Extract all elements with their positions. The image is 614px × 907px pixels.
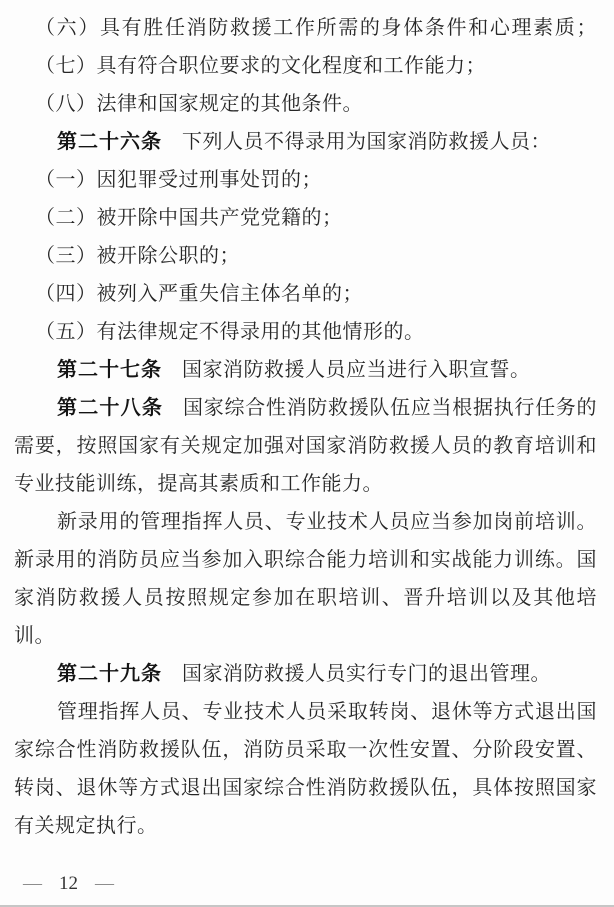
doc-line: 训。 bbox=[14, 625, 55, 647]
page-number-right-dash: — bbox=[95, 873, 114, 894]
article-27-heading bbox=[14, 351, 597, 389]
doc-line: 专业技能训练，提高其素质和工作能力。 bbox=[14, 473, 383, 495]
doc-line: 管理指挥人员、专业技术人员采取转岗、退休等方式退出国 bbox=[57, 701, 597, 723]
doc-line: 转岗、退休等方式退出国家综合性消防救援队伍，具体按照国家 bbox=[14, 777, 597, 799]
page-number-left-dash: — bbox=[23, 873, 42, 894]
page-number-value: 12 bbox=[59, 873, 78, 894]
doc-line: 新录用的消防员应当参加入职综合能力培训和实战能力训练。国 bbox=[14, 549, 597, 571]
article-27-number: 第二十七条 bbox=[57, 359, 162, 381]
clause-item-6: （六）具有胜任消防救援工作所需的身体条件和心理素质； bbox=[35, 17, 597, 39]
clause-item-4: （四）被列入严重失信主体名单的； bbox=[35, 283, 363, 305]
article-26-heading bbox=[14, 123, 597, 161]
article-28-text: 国家综合性消防救援队伍应当根据执行任务的 bbox=[183, 397, 598, 419]
clause-item-7: （七）具有符合职位要求的文化程度和工作能力； bbox=[35, 55, 486, 77]
document-page bbox=[14, 9, 597, 845]
doc-line: 需要，按照国家有关规定加强对国家消防救援人员的教育培训和 bbox=[14, 435, 597, 457]
page-number bbox=[23, 873, 114, 895]
doc-line: 有关规定执行。 bbox=[14, 815, 158, 837]
clause-item-8: （八）法律和国家规定的其他条件。 bbox=[35, 93, 363, 115]
clause-item-5: （五）有法律规定不得录用的其他情形的。 bbox=[35, 321, 425, 343]
clause-item-2: （二）被开除中国共产党党籍的； bbox=[35, 207, 343, 229]
article-29-number: 第二十九条 bbox=[57, 663, 162, 685]
article-26-number: 第二十六条 bbox=[57, 131, 162, 153]
article-29-heading bbox=[14, 655, 597, 693]
clause-item-3: （三）被开除公职的； bbox=[35, 245, 240, 267]
article-26-text: 下列人员不得录用为国家消防救援人员： bbox=[182, 131, 551, 153]
doc-line: 新录用的管理指挥人员、专业技术人员应当参加岗前培训。 bbox=[57, 511, 597, 533]
article-29-text: 国家消防救援人员实行专门的退出管理。 bbox=[182, 663, 551, 685]
clause-item-1: （一）因犯罪受过刑事处罚的； bbox=[35, 169, 322, 191]
article-28-heading bbox=[14, 389, 597, 427]
article-27-text: 国家消防救援人员应当进行入职宣誓。 bbox=[182, 359, 531, 381]
doc-line: 家消防救援人员按照规定参加在职培训、晋升培训以及其他培 bbox=[14, 587, 597, 609]
doc-line: 家综合性消防救援队伍，消防员采取一次性安置、分阶段安置、 bbox=[14, 739, 597, 761]
article-28-number: 第二十八条 bbox=[57, 397, 164, 419]
